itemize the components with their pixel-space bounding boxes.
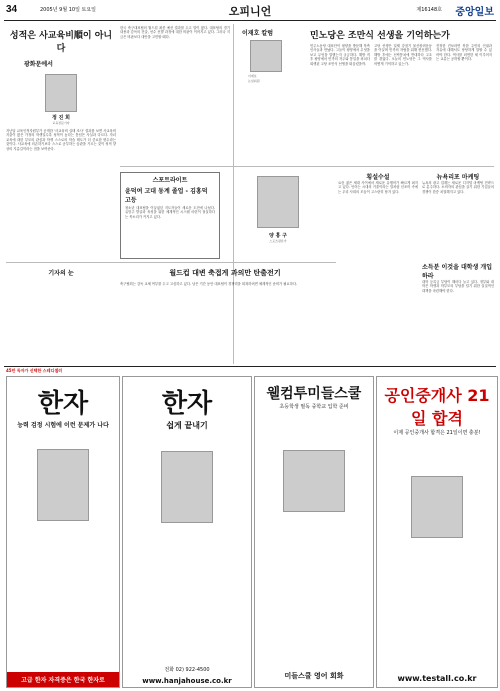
ad-divider	[4, 366, 496, 367]
page-header	[0, 0, 500, 22]
worldcup-column	[120, 268, 330, 358]
column-body: 지난달 교육인적자원부가 공개한 '사교육비 실태 조사' 결과를 보면 사교육비 지출이 많은 가정의 학생일수록 성적이 높다는 통념은 사실과 다르다. 자녀 교육에 대한 부모의 관심과 학생 스스로의 학습 태도가 더 중요한 변수라는 것이다. 사교육에 의존하기보다 스스로 공부하는 습관을 기르는 것이 성적 향상의 지름길이라는 점을 보여준다.	[6, 129, 116, 151]
worldcup-headline: 월드컵 대변 축접게 과의만 탄출전기	[169, 268, 281, 277]
reporter-eye	[6, 268, 116, 358]
column-body-1: 민주노동당 대표단이 평양을 방문해 북측 인사들과 만났다. 그들이 평양에서 무엇을 보고 무엇을 말했는지 궁금하다. 해방 직후 평양에서 민족의 자주와 통일을 외치다 희생된 고당 조만식 선생을 떠올렸을까.	[310, 44, 370, 66]
section-divider-2	[6, 262, 336, 263]
ad-bottom-title: 미들스쿨 영어 회화	[284, 672, 344, 680]
column-body-2: 고당 선생은 일제 강점기 물산장려운동을 이끌며 민족의 자립을 위해 헌신했다. 해방 후에는 신탁통치에 반대하다 고초를 겪었다. 오늘의 민노당은 그 역사를 어떻게 기억하고 있는가.	[374, 44, 432, 66]
newyork-body: 뉴욕의 광고 업계는 새로운 디지털 마케팅 전략으로 분주하다. 소비자의 관심을 끌기 위한 기업들의 경쟁이 한층 치열해지고 있다.	[422, 181, 494, 194]
ad-top-banner: 45만 독자가 선택한 스테디셀러	[6, 368, 63, 373]
column-headline: 성적은 사교육비順이 아니다	[9, 31, 113, 54]
column-kicker: 이재호 칼럼	[242, 30, 274, 37]
column-kicker: 광화문에서	[24, 61, 53, 68]
ad-title: 웰컴투미들스쿨	[266, 386, 362, 402]
ad-url[interactable]: www.hanjahouse.co.kr	[142, 677, 232, 685]
ad-hanja-easy[interactable]	[122, 376, 252, 688]
cartoon-author-title: 스포츠평론가	[269, 239, 287, 243]
columnist-name: 이재호	[248, 74, 257, 78]
spotlight-body: 청소년 대표팀을 이끌었던 지도자들이 새로운 도전에 나섰다. 유망주 발굴과 육성을 위한 체계적인 시스템 마련이 절실하다는 목소리가 커지고 있다.	[125, 206, 215, 219]
ad-title: 공인중개사 21일 합격	[384, 386, 490, 428]
newyork-kicker: 뉴욕리포 마케팅	[436, 174, 480, 181]
right-column	[422, 262, 494, 352]
ad-title: 한자	[37, 389, 89, 419]
ad-realtor-exam[interactable]	[376, 376, 498, 688]
spotlight-headline: 윤덕여 고대 동계 졸업 - 김홍덕 고등	[125, 188, 208, 204]
column-lee-jaeho	[240, 24, 494, 162]
ad-sub: 이제 공인중개사 합격은 21일이면 충분!	[393, 430, 481, 436]
ad-slogan: 고급 한자 자격증은 한국 한자로	[7, 672, 119, 687]
ad-phone: 전화 02) 922-4500	[164, 667, 210, 673]
section-divider	[120, 166, 494, 167]
hoengseol-kicker: 횡설수설	[366, 174, 390, 181]
section-title: 오피니언	[228, 6, 272, 18]
spotlight-kicker: 스포트라이트	[152, 177, 188, 184]
ad-hanja-exam[interactable]	[6, 376, 120, 688]
worldcup-body: 축구협회는 감독 교체 여부를 두고 고심하고 있다. 남은 기간 동안 대표팀이 경쟁력을 회복하려면 체계적인 준비가 필요하다.	[120, 282, 298, 286]
newspaper-logo: 중앙일보	[455, 7, 494, 18]
ad-welcome-middle[interactable]	[254, 376, 374, 688]
ad-book-image	[411, 476, 463, 538]
issue-number: 제16148호	[416, 7, 442, 13]
hoengseol-body: 요즘 젊은 세대 사이에서 새로운 유행어가 빠르게 퍼지고 있다. 언어는 시대의 거울이라는 말처럼 신조어 속에는 우리 사회의 모습이 고스란히 담겨 있다.	[338, 181, 418, 194]
page-number: 34	[6, 4, 18, 15]
ad-title: 한자	[161, 389, 213, 419]
column-body-3: 진정한 진보라면 북한 주민의 인권과 자유에 대해서도 당당하게 말할 수 있어야 한다. 역사를 외면한 채 이루어지는 교류는 공허할 뿐이다.	[436, 44, 492, 62]
cartoon-author: 양 홍 구	[269, 233, 287, 239]
ad-url[interactable]: www.testall.co.kr	[397, 674, 477, 683]
spotlight-box	[120, 172, 220, 259]
column-headline: 민노당은 조만식 선생을 기억하는가	[310, 31, 450, 41]
ad-body: 초등학생 필독 중학교 입학 준비	[279, 404, 349, 410]
columnist-photo	[250, 40, 282, 72]
ad-book-image	[37, 449, 89, 521]
right-kicker: 소득분 이것을 대학생 개입하라	[422, 264, 493, 280]
publication-date: 2005년 9월 10일 토요일	[40, 7, 97, 13]
column-body: 한국 축구대표팀의 월드컵 최종 예선 결과를 두고 말이 많다. 대표팀의 경기 내용과 감독의 전술, 선수 선발 과정에 대한 비판이 이어지고 있다. 그러나 지금은 비판보다 대안을 고민할 때다.	[120, 26, 230, 39]
author-photo	[45, 74, 77, 112]
right-body: 대학 등록금 부담이 해마다 늘고 있다. 정부와 대학은 학생과 학부모의 부담을 덜기 위한 실질적인 대책을 마련해야 한다.	[422, 280, 494, 293]
header-rule	[4, 20, 496, 21]
reporter-kicker: 기자의 눈	[48, 270, 74, 277]
columnist-title: 논설위원	[248, 79, 260, 83]
ad-image	[283, 450, 345, 512]
cartoon-image	[257, 176, 299, 228]
author-name: 정 진 희	[52, 115, 70, 121]
ad-book-image	[161, 451, 213, 523]
hoengseol-column	[338, 172, 418, 352]
ad-subtitle: 쉽게 끝내기	[166, 421, 208, 430]
author-title: 교육전문기자	[52, 121, 70, 125]
ad-subtitle: 능력 검정 시험에 이런 문제가 나다	[17, 422, 109, 429]
